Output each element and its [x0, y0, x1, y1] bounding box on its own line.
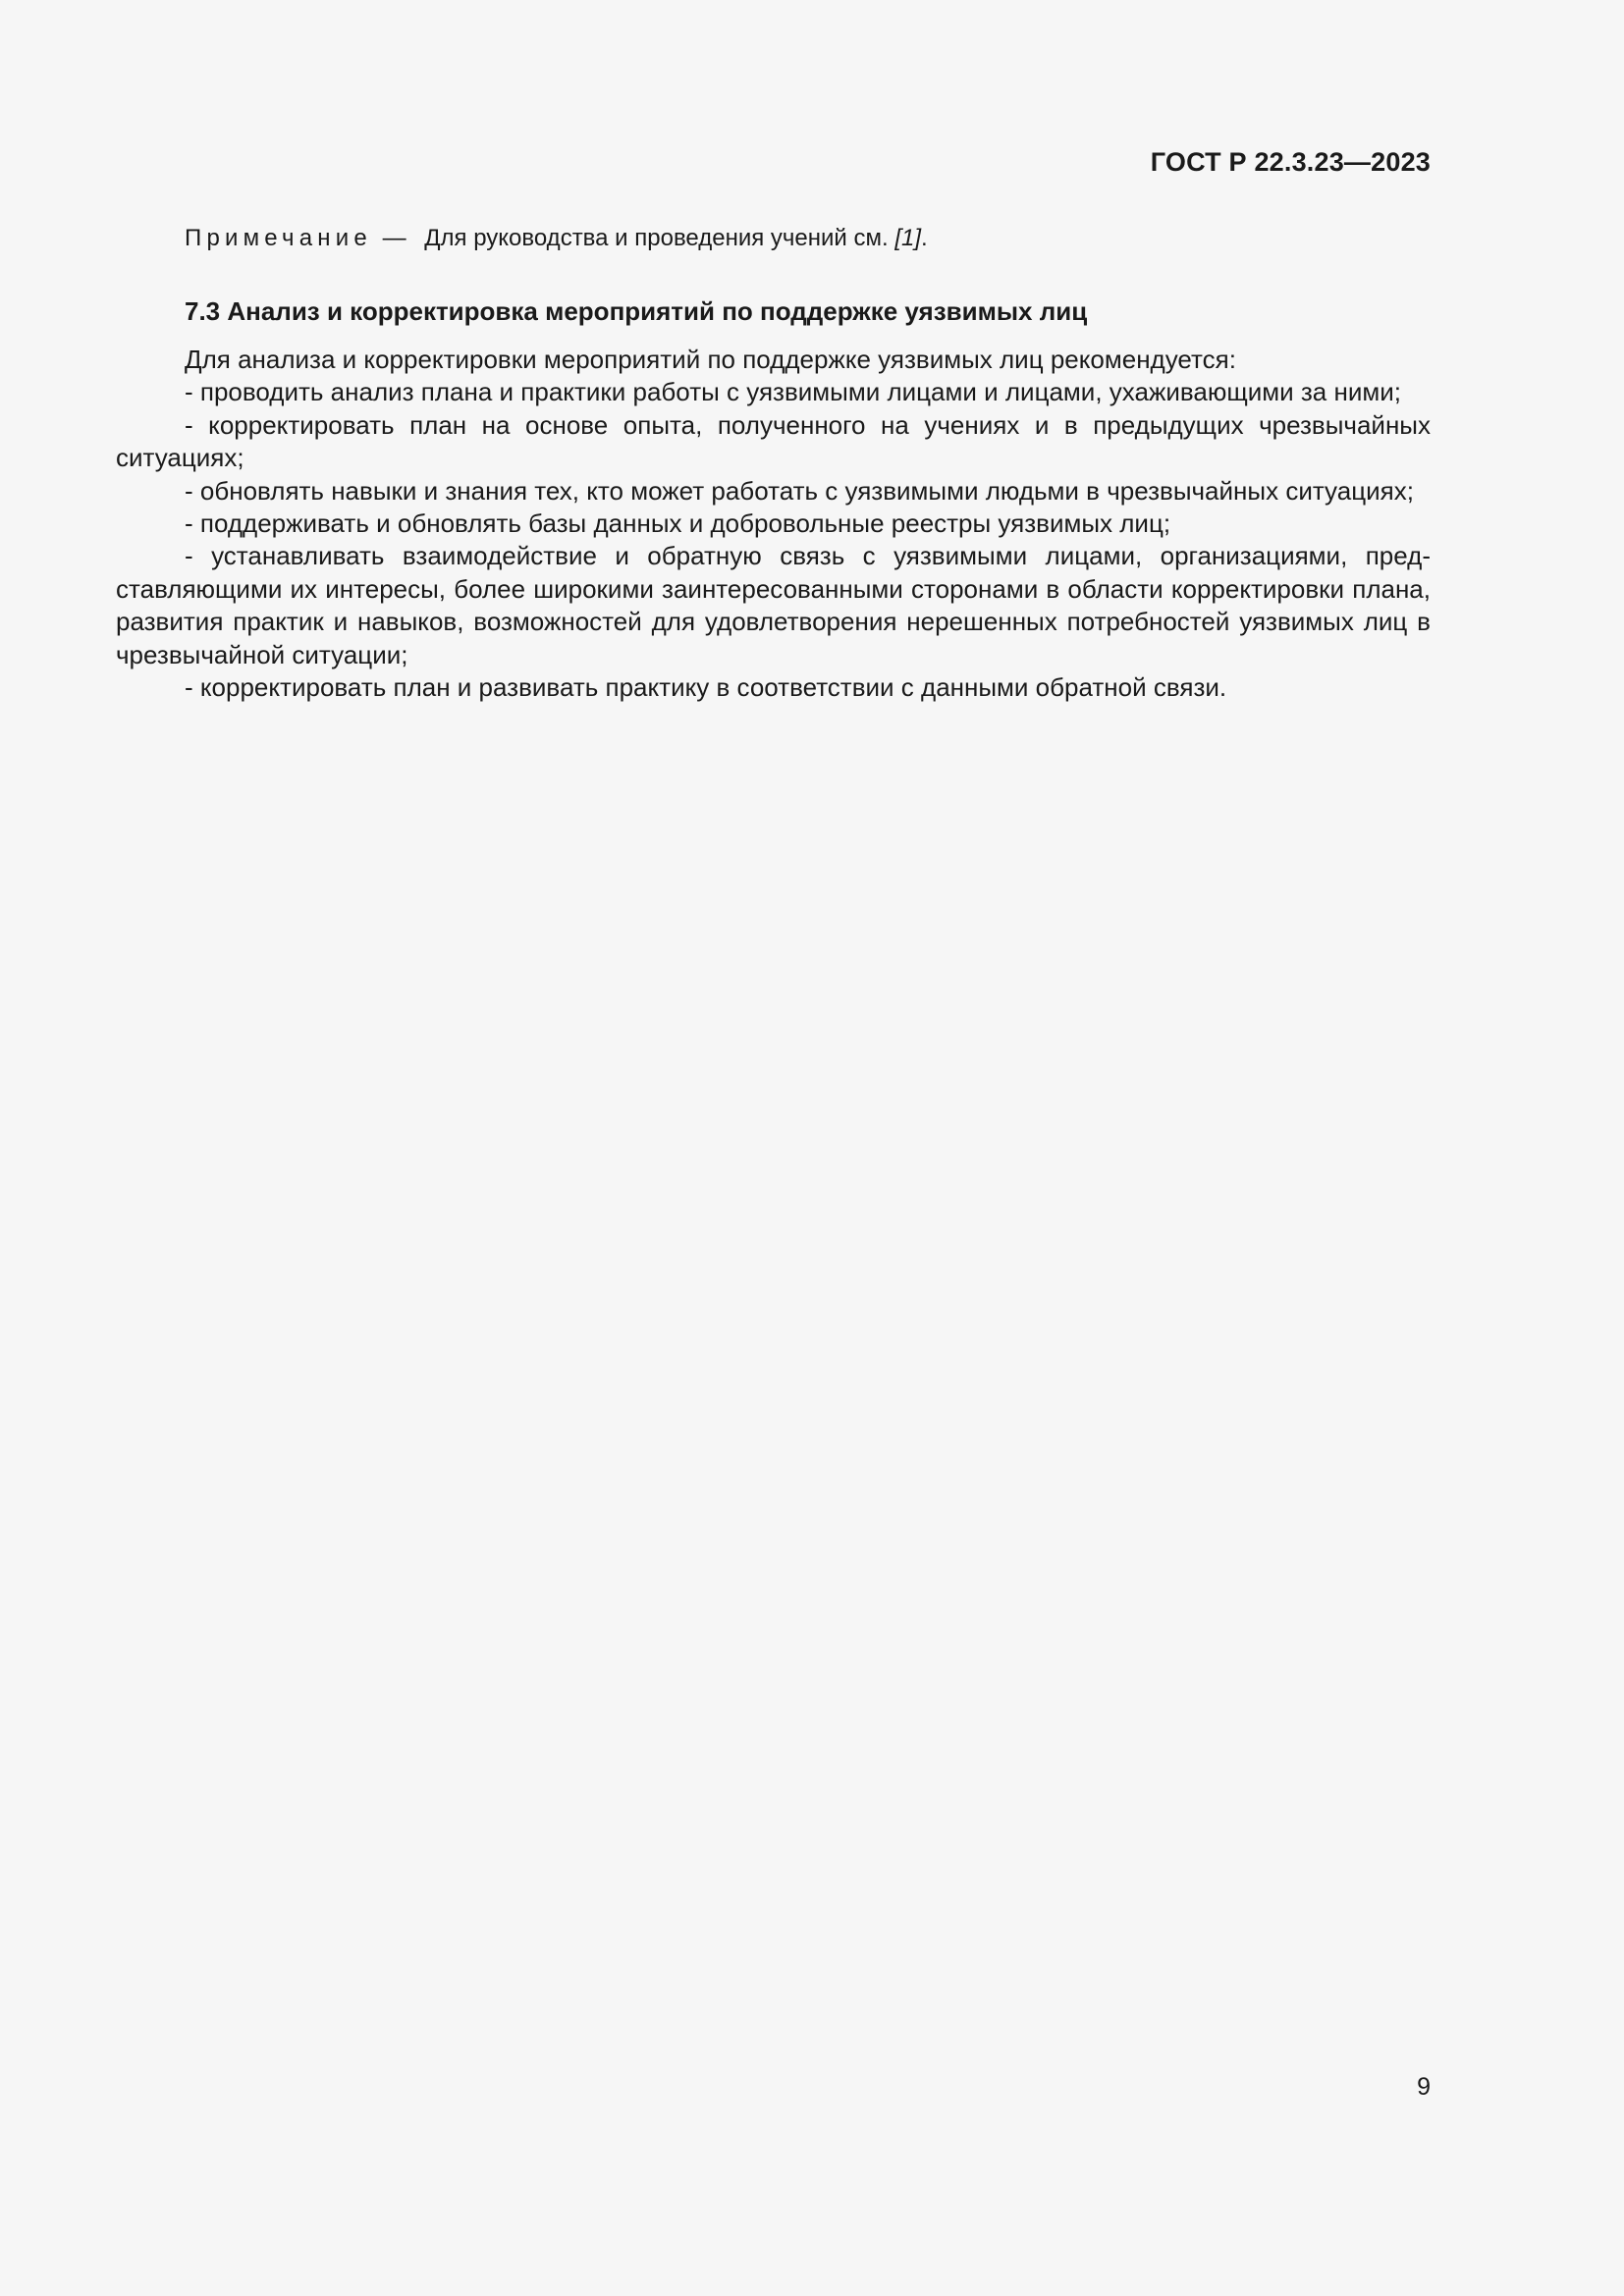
- note-label: Примечание: [185, 225, 372, 251]
- section-title: 7.3 Анализ и корректировка мероприятий по поддержке уязвимых лиц: [185, 296, 1088, 326]
- list-item: - обновлять навыки и знания тех, кто может работать с уязвимыми людьми в чрезвычайных ситуациях;: [185, 475, 1414, 506]
- paragraph-intro: Для анализа и корректировки мероприятий по поддержке уязвимых лиц рекомендуется:: [185, 345, 1236, 374]
- note-end: .: [921, 225, 928, 251]
- note-text: Для руководства и проведения учений см.: [424, 225, 895, 251]
- note-dash: —: [382, 225, 406, 251]
- note: [185, 225, 928, 252]
- list-item: - проводить анализ плана и практики работы с уязвимыми лицами и лицами, ухаживающими за ними;: [185, 377, 1401, 407]
- body-text: [116, 344, 1431, 704]
- document-code-header: ГОСТ Р 22.3.23—2023: [1150, 147, 1431, 177]
- note-reference: [1]: [894, 225, 922, 251]
- page-number: 9: [1417, 2073, 1431, 2101]
- list-item: - корректировать план на основе опыта, полученного на учениях и в предыдущих чрезвычайных ситуациях;: [116, 409, 1431, 473]
- list-item: - корректировать план и развивать практику в соответствии с данными обратной связи.: [185, 672, 1227, 703]
- list-item: - устанавливать взаимодействие и обратную связь с уязвимыми лицами, организациями, представляющими их интересы, более широкими заинтересованными сторонами в области корректировки плана, развития практик и навыков, возможностей для удовлетворения нерешенных потребностей уязвимых лиц в чрезвычайной ситуации;: [116, 541, 1431, 669]
- list-item: - поддерживать и обновлять базы данных и добровольные реестры уязвимых лиц;: [185, 508, 1171, 539]
